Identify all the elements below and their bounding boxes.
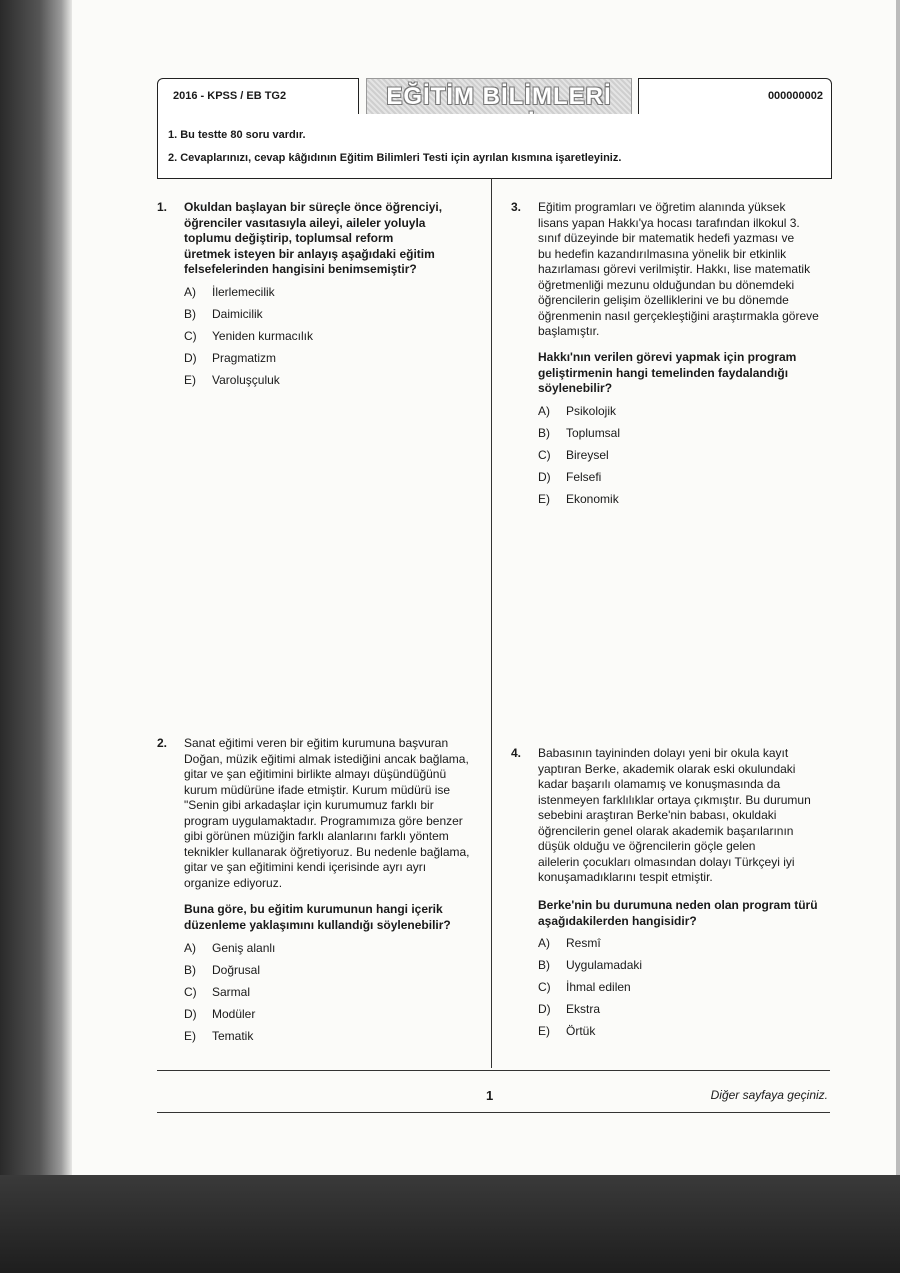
option-text: Psikolojik [566, 404, 617, 418]
option-e [184, 373, 280, 389]
question-stem [538, 746, 811, 886]
stem-line: gitar ve şan eğitimini birlikte almayı düşündüğünü [184, 767, 447, 781]
stem-line: öğrencilerin gelişim özelliklerini ve bu dönemde [538, 293, 789, 307]
option-b [184, 307, 263, 323]
option-d [538, 1002, 600, 1018]
stem-line: gitar ve şan eğitimini kendi içerisinde ayrı ayrı [184, 860, 427, 874]
option-e [184, 1029, 253, 1045]
stem-line: bu hedefin kazandırılmasına yönelik bir etkinlik [538, 246, 787, 261]
option-letter: E) [184, 1029, 196, 1043]
column-divider [491, 178, 492, 1068]
option-text: İlerlemecilik [212, 285, 275, 299]
option-text: İhmal edilen [566, 980, 631, 994]
option-text: Felsefi [566, 470, 602, 484]
stem-line: lisans yapan Hakkı'ya hocası tarafından ilkokul 3. [538, 215, 800, 230]
stem-line: ailelerin çocukları olmasından dolayı Türkçeyi iyi [538, 854, 795, 869]
ask-line: Berke'nin bu durumuna neden olan program türü [538, 898, 818, 912]
stem-line: gibi görünen müziğin farklı alanlarını farklı yöntem [184, 829, 449, 843]
option-letter: B) [184, 963, 196, 977]
question-ask [538, 898, 818, 929]
option-e [538, 1024, 595, 1040]
stem-line: öğrencilerin genel olarak akademik başarılarının [538, 823, 794, 838]
option-a [538, 404, 616, 420]
stem-line: düşük olduğu ve öğrencilerin göçle gelen [538, 839, 756, 853]
question-stem [538, 200, 819, 340]
stem-line: öğrenmenin nasıl gerçekleştiğini araştırmakla göreve [538, 308, 819, 323]
option-text: Resmî [566, 936, 601, 950]
instruction-2: 2. Cevaplarınızı, cevap kâğıdının Eğitim Bilimleri Testi için ayrılan kısmına işaretleyiniz. [168, 152, 622, 164]
stem-line: program uygulamaktadır. Programımıza göre benzer [184, 813, 463, 828]
option-text: Bireysel [566, 448, 609, 462]
instruction-1: 1. Bu testte 80 soru vardır. [168, 129, 306, 141]
option-letter: A) [184, 285, 196, 299]
option-d [538, 470, 601, 486]
option-c [184, 985, 250, 1001]
stem-line: felsefelerinden hangisini benimsemiştir? [184, 262, 417, 276]
option-text: Pragmatizm [212, 351, 277, 365]
option-c [184, 329, 313, 345]
stem-line: Sanat eğitimi veren bir eğitim kurumuna başvuran [184, 736, 449, 750]
question-ask [184, 902, 451, 933]
stem-line: öğretmenliği mezunu olduğundan bu dönemdeki [538, 277, 795, 292]
option-letter: B) [538, 958, 550, 972]
stem-line: Eğitim programları ve öğretim alanında yüksek [538, 200, 786, 214]
option-text: Doğrusal [212, 963, 261, 977]
option-text: Örtük [566, 1024, 596, 1038]
option-letter: D) [538, 470, 551, 484]
question-ask [538, 350, 796, 397]
ask-line: düzenleme yaklaşımını kullandığı söylenebilir? [184, 917, 451, 932]
question-stem [184, 200, 442, 278]
scan-shadow-bottom [0, 1175, 900, 1273]
option-text: Ekonomik [566, 492, 619, 506]
option-text: Daimicilik [212, 307, 263, 321]
option-letter: D) [184, 351, 197, 365]
question-number: 1. [157, 200, 168, 214]
stem-line: teknikler kullanarak öğretiyoruz. Bu nedenle bağlama, [184, 844, 470, 859]
stem-line: kadar başarılı olamamış ve konuşmasında da [538, 777, 781, 791]
booklet-code-box [638, 78, 832, 116]
instructions-box [157, 114, 832, 179]
scan-shadow-left [0, 0, 72, 1273]
option-letter: C) [538, 980, 551, 994]
footer-divider-bottom [157, 1112, 830, 1113]
question-stem [184, 736, 470, 891]
option-d [184, 1007, 255, 1023]
exam-label-box [157, 78, 359, 116]
ask-line: söylenebilir? [538, 381, 613, 395]
stem-line: Babasının tayininden dolayı yeni bir okula kayıt [538, 746, 789, 760]
stem-line: üretmek isteyen bir anlayış aşağıdaki eğitim [184, 246, 435, 261]
ask-line: Buna göre, bu eğitim kurumunun hangi içerik [184, 902, 443, 916]
option-text: Yeniden kurmacılık [212, 329, 313, 343]
footer-divider [157, 1070, 830, 1071]
stem-line: sınıf düzeyinde bir matematik hedefi yazması ve [538, 231, 795, 245]
option-letter: B) [184, 307, 196, 321]
stem-line: "Senin gibi arkadaşlar için kurumumuz farklı bir [184, 798, 434, 812]
option-e [538, 492, 619, 508]
test-title: EĞİTİM BİLİMLERİ [386, 83, 612, 110]
option-c [538, 980, 631, 996]
ask-line: Hakkı'nın verilen görevi yapmak için program [538, 350, 797, 364]
ask-line: aşağıdakilerden hangisidir? [538, 913, 697, 928]
scan-edge-right [896, 0, 900, 1273]
option-letter: B) [538, 426, 550, 440]
option-text: Uygulamadaki [566, 958, 643, 972]
option-text: Varoluşçuluk [212, 373, 280, 387]
option-text: Ekstra [566, 1002, 601, 1016]
option-a [184, 941, 275, 957]
option-letter: D) [184, 1007, 197, 1021]
ask-line: geliştirmenin hangi temelinden faydalandığı [538, 365, 789, 380]
next-page-note: Diğer sayfaya geçiniz. [710, 1088, 828, 1102]
option-letter: C) [184, 985, 197, 999]
stem-line: toplumu değiştirip, toplumsal reform [184, 231, 394, 245]
option-a [184, 285, 275, 301]
stem-line: hazırlaması görevi verilmiştir. Hakkı, lise matematik [538, 262, 811, 276]
option-d [184, 351, 276, 367]
option-text: Toplumsal [566, 426, 621, 440]
stem-line: konuşamadıklarını tespit etmiştir. [538, 870, 713, 884]
option-letter: E) [184, 373, 196, 387]
option-b [538, 958, 642, 974]
stem-line: başlamıştır. [538, 324, 600, 338]
option-a [538, 936, 601, 952]
option-c [538, 448, 609, 464]
question-number: 4. [511, 746, 522, 760]
stem-line: kurum müdürüne ifade etmiştir. Kurum müdürü ise [184, 782, 451, 797]
stem-line: organize ediyoruz. [184, 875, 283, 890]
option-letter: D) [538, 1002, 551, 1016]
option-b [184, 963, 260, 979]
option-letter: C) [538, 448, 551, 462]
option-text: Modüler [212, 1007, 256, 1021]
option-letter: A) [538, 404, 550, 418]
stem-line: istenmeyen farklılıklar ortaya çıkmıştır. Bu durumun [538, 792, 811, 807]
option-text: Geniş alanlı [212, 941, 276, 955]
option-letter: E) [538, 492, 550, 506]
option-letter: A) [538, 936, 550, 950]
option-letter: E) [538, 1024, 550, 1038]
exam-label: 2016 - KPSS / EB TG2 [173, 90, 287, 102]
stem-line: Okuldan başlayan bir süreçle önce öğrenciyi, [184, 200, 443, 214]
test-title-band [366, 78, 632, 116]
booklet-code: 000000002 [767, 90, 823, 102]
stem-line: öğrenciler vasıtasıyla aileyi, aileler yoluyla [184, 215, 426, 230]
stem-line: Doğan, müzik eğitimi almak istediğini ancak bağlama, [184, 751, 469, 766]
question-number: 3. [511, 200, 522, 214]
option-letter: C) [184, 329, 197, 343]
stem-line: sebebini araştıran Berke'nin babası, okuldaki [538, 808, 777, 822]
page-number: 1 [486, 1088, 494, 1103]
option-text: Tematik [212, 1029, 254, 1043]
option-text: Sarmal [212, 985, 251, 999]
stem-line: yaptıran Berke, akademik olarak eski okulundaki [538, 761, 796, 776]
option-b [538, 426, 620, 442]
option-letter: A) [184, 941, 196, 955]
question-number: 2. [157, 736, 168, 750]
